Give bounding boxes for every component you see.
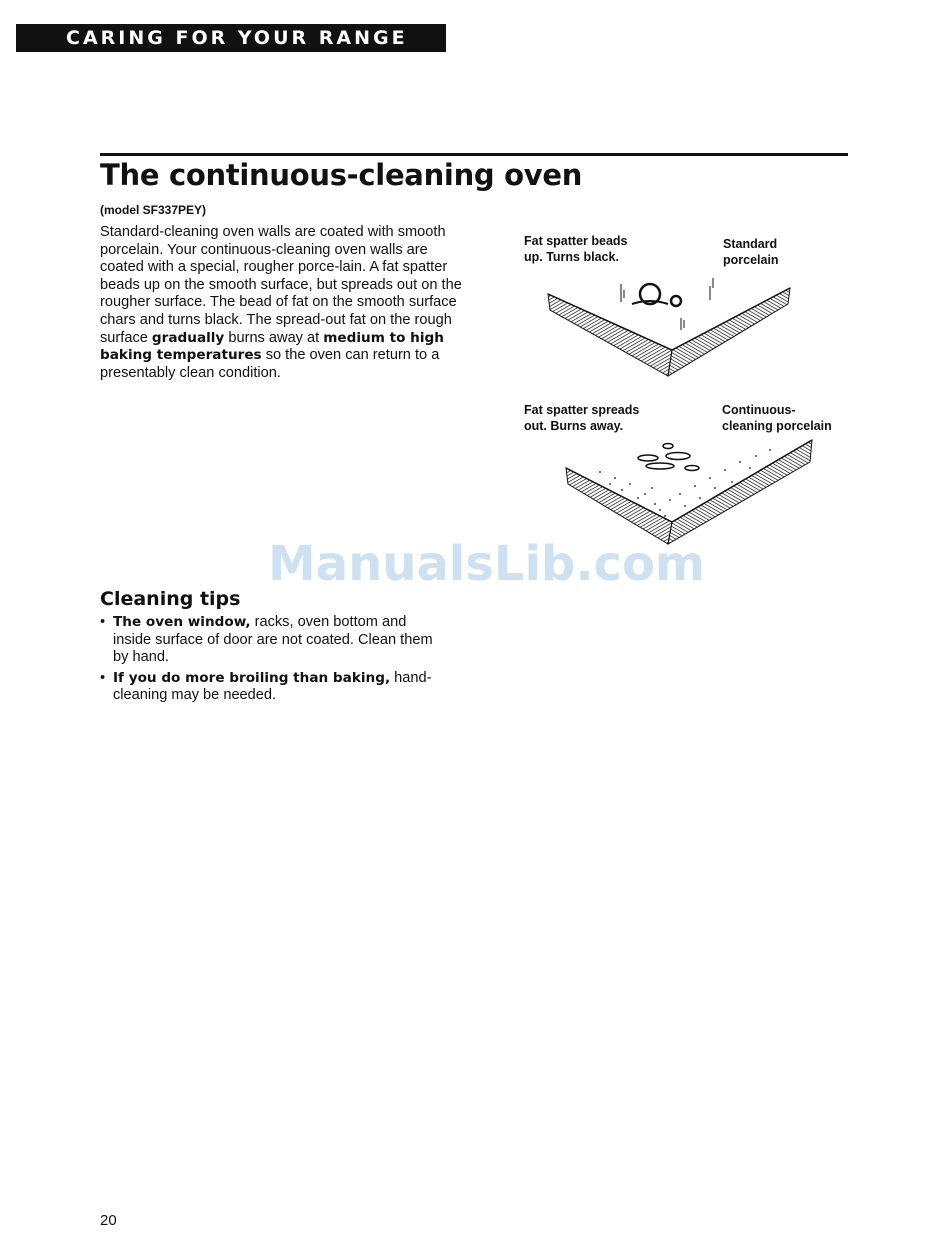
watermark: ManualsLib.com <box>268 536 705 592</box>
label-fat-beads <box>524 234 628 265</box>
model-number: (model SF337PEY) <box>100 203 207 217</box>
tip-bold: If you do more broiling than baking, <box>113 669 391 686</box>
page-number: 20 <box>100 1212 117 1229</box>
label-standard-porcelain <box>723 237 779 268</box>
cleaning-tips-list <box>100 614 440 708</box>
intro-text-2: burns away at <box>224 329 324 346</box>
label-fat-spreads <box>524 403 639 434</box>
cleaning-tips-title: Cleaning tips <box>100 588 241 610</box>
title-rule <box>100 153 848 156</box>
intro-bold-1: gradually <box>151 329 225 346</box>
section-header-label: CARING FOR YOUR RANGE <box>66 27 408 49</box>
continuous-porcelain-diagram <box>560 438 820 548</box>
label-fat-spreads-line1: Fat spatter spreads <box>524 403 640 417</box>
intro-text-3: so the oven can return to a presentably clean condition. <box>100 347 440 381</box>
standard-porcelain-diagram <box>540 270 800 385</box>
label-standard-line2: porcelain <box>723 252 779 267</box>
tip-text: racks, oven bottom and inside surface of door are not coated. Clean them by hand. <box>113 614 433 666</box>
tip-text: hand-cleaning may be needed. <box>113 669 432 704</box>
list-item <box>100 614 440 667</box>
label-continuous-porcelain <box>722 403 832 434</box>
label-fat-spreads-line2: out. Burns away. <box>524 418 624 433</box>
label-fat-beads-line1: Fat spatter beads <box>524 234 628 248</box>
list-item <box>100 670 440 705</box>
section-header <box>16 24 446 52</box>
page-title: The continuous-cleaning oven <box>100 158 583 192</box>
intro-paragraph <box>100 224 465 382</box>
intro-text-1: Standard-cleaning oven walls are coated with smooth porcelain. Your continuous-cleaning oven walls are coated with a special, rougher porce-lain. A fat spatter beads up on the smooth surface, but spreads out on the rougher surface. The bead of fat on the smooth surface chars and turns black. The spread-out fat on the rough surface <box>100 224 462 346</box>
tip-bold: The oven window, <box>113 614 251 630</box>
label-standard-line1: Standard <box>723 237 778 251</box>
label-continuous-line2: cleaning porcelain <box>722 418 832 433</box>
intro-bold-2: medium to high baking temperatures <box>100 329 444 364</box>
label-continuous-line1: Continuous- <box>722 403 796 417</box>
label-fat-beads-line2: up. Turns black. <box>524 249 619 264</box>
